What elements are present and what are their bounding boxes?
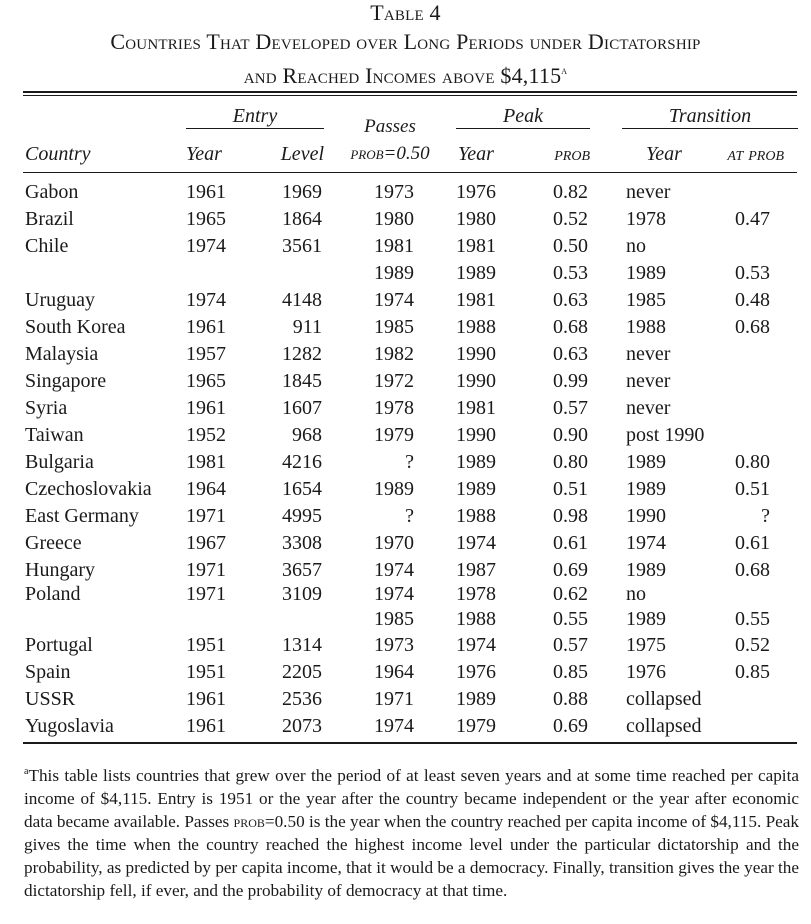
cell-peak-prob: 0.50 (553, 235, 588, 257)
table-row (0, 713, 811, 740)
cell-transition-prob: 0.53 (735, 262, 770, 284)
cell-peak-year: 1987 (456, 559, 496, 581)
cell-entry-year: 1981 (186, 451, 226, 473)
cell-passes: 1979 (374, 424, 414, 446)
cell-entry-year: 1961 (186, 715, 226, 737)
cell-entry-level: 1969 (282, 181, 322, 203)
cell-entry-level: 2073 (282, 715, 322, 737)
cell-passes: 1981 (374, 235, 414, 257)
cell-passes: 1973 (374, 181, 414, 203)
cell-transition-prob: 0.55 (735, 608, 770, 630)
top-rule-thin (23, 95, 797, 96)
cell-passes: 1978 (374, 397, 414, 419)
cell-passes: ? (405, 451, 414, 473)
cell-peak-year: 1981 (456, 289, 496, 311)
cell-entry-year: 1971 (186, 505, 226, 527)
cell-peak-year: 1988 (456, 608, 496, 630)
cell-transition-prob: 0.52 (735, 634, 770, 656)
cell-transition-year: collapsed (626, 688, 702, 710)
cell-entry-level: 1845 (282, 370, 322, 392)
cell-transition-year: collapsed (626, 715, 702, 737)
cell-transition-year: 1978 (626, 208, 666, 230)
title-footnote-mark: a (561, 65, 568, 77)
cell-peak-year: 1990 (456, 343, 496, 365)
table-row (0, 530, 811, 557)
cell-peak-prob: 0.90 (553, 424, 588, 446)
cell-passes: 1970 (374, 532, 414, 554)
cell-passes: 1974 (374, 583, 414, 605)
cell-peak-prob: 0.63 (553, 343, 588, 365)
cell-country: Hungary (25, 559, 95, 581)
cell-entry-level: 911 (292, 316, 322, 338)
cell-passes: ? (405, 505, 414, 527)
footnote-prob-term: prob (233, 812, 265, 831)
cell-transition-prob: 0.48 (735, 289, 770, 311)
cell-entry-level: 1864 (282, 208, 322, 230)
cell-peak-prob: 0.55 (553, 608, 588, 630)
cell-passes: 1982 (374, 343, 414, 365)
cell-country: Bulgaria (25, 451, 94, 473)
cell-country: Portugal (25, 634, 93, 656)
cell-peak-year: 1989 (456, 262, 496, 284)
cell-peak-prob: 0.52 (553, 208, 588, 230)
cell-entry-year: 1964 (186, 478, 226, 500)
cell-entry-level: 1654 (282, 478, 322, 500)
footnote-text-part1: This table lists countries that grew over the period of at least seven years and at some time reached per capita income of $4,115. Entry is 1951 or the year after the country became independent or the year after economic data became available. Passes (24, 766, 799, 831)
cell-transition-year: never (626, 181, 671, 203)
header-passes-line2: prob=0.50 (350, 143, 430, 164)
table-row (0, 233, 811, 260)
cell-transition-year: 1985 (626, 289, 666, 311)
cell-passes: 1989 (374, 478, 414, 500)
cell-country: USSR (25, 688, 76, 710)
transition-group-underline (622, 128, 798, 129)
table-row (0, 632, 811, 659)
cell-entry-year: 1961 (186, 181, 226, 203)
cell-transition-year: post 1990 (626, 424, 705, 446)
cell-country: Yugoslavia (25, 715, 114, 737)
cell-peak-prob: 0.57 (553, 634, 588, 656)
cell-country: Singapore (25, 370, 107, 392)
cell-transition-year: 1974 (626, 532, 666, 554)
cell-entry-year: 1965 (186, 370, 226, 392)
cell-country: Greece (25, 532, 82, 554)
cell-peak-prob: 0.88 (553, 688, 588, 710)
entry-group-underline (186, 128, 324, 129)
table-row (0, 368, 811, 395)
cell-transition-year: 1990 (626, 505, 666, 527)
table-row (0, 206, 811, 233)
cell-peak-year: 1989 (456, 451, 496, 473)
table-title-line2-text: and Reached Incomes above $4,115 (243, 63, 562, 88)
header-entry-year: Year (186, 143, 222, 165)
table-row (0, 287, 811, 314)
header-transition-group: Transition (668, 105, 752, 127)
cell-peak-year: 1988 (456, 505, 496, 527)
cell-entry-level: 3657 (282, 559, 322, 581)
header-passes-line1: Passes (364, 116, 416, 137)
cell-transition-prob: 0.61 (735, 532, 770, 554)
footnote-mark: a (24, 766, 29, 777)
cell-peak-prob: 0.69 (553, 559, 588, 581)
cell-entry-year: 1951 (186, 661, 226, 683)
cell-passes: 1974 (374, 289, 414, 311)
header-rule (23, 172, 797, 173)
cell-peak-year: 1976 (456, 661, 496, 683)
cell-entry-level: 1282 (282, 343, 322, 365)
cell-entry-level: 1314 (282, 634, 322, 656)
cell-peak-year: 1980 (456, 208, 496, 230)
cell-passes: 1980 (374, 208, 414, 230)
cell-peak-year: 1974 (456, 634, 496, 656)
cell-peak-year: 1978 (456, 583, 496, 605)
cell-peak-year: 1976 (456, 181, 496, 203)
cell-country: Chile (25, 235, 69, 257)
cell-peak-prob: 0.82 (553, 181, 588, 203)
cell-country: South Korea (25, 316, 126, 338)
cell-transition-prob: 0.47 (735, 208, 770, 230)
cell-peak-year: 1990 (456, 424, 496, 446)
cell-transition-year: no (626, 583, 646, 605)
cell-peak-year: 1989 (456, 688, 496, 710)
cell-passes: 1972 (374, 370, 414, 392)
cell-transition-prob: 0.68 (735, 559, 770, 581)
cell-peak-prob: 0.53 (553, 262, 588, 284)
cell-transition-year: 1989 (626, 559, 666, 581)
cell-transition-year: 1989 (626, 262, 666, 284)
cell-country: Czechoslovakia (25, 478, 152, 500)
cell-passes: 1971 (374, 688, 414, 710)
cell-peak-year: 1979 (456, 715, 496, 737)
bottom-rule (23, 742, 797, 744)
cell-entry-level: 3561 (282, 235, 322, 257)
table-row (0, 314, 811, 341)
cell-peak-year: 1988 (456, 316, 496, 338)
table-row (0, 476, 811, 503)
cell-entry-level: 1607 (282, 397, 322, 419)
cell-peak-prob: 0.80 (553, 451, 588, 473)
cell-peak-prob: 0.68 (553, 316, 588, 338)
cell-entry-level: 4216 (282, 451, 322, 473)
header-country: Country (25, 143, 91, 165)
cell-entry-year: 1971 (186, 583, 226, 605)
cell-country: Malaysia (25, 343, 99, 365)
cell-transition-year: never (626, 343, 671, 365)
header-peak-prob: prob (554, 143, 590, 165)
cell-entry-level: 2205 (282, 661, 322, 683)
cell-transition-year: never (626, 397, 671, 419)
header-entry-group: Entry (232, 105, 278, 127)
cell-peak-prob: 0.98 (553, 505, 588, 527)
table-row (0, 686, 811, 713)
header-transition-prob: at prob (727, 143, 784, 165)
cell-passes: 1989 (374, 262, 414, 284)
cell-transition-year: 1988 (626, 316, 666, 338)
cell-entry-level: 968 (292, 424, 322, 446)
table-title-line1: Countries That Developed over Long Periods under Dictatorship (110, 29, 701, 54)
cell-transition-year: 1976 (626, 661, 666, 683)
table-row (0, 449, 811, 476)
header-peak-group: Peak (503, 105, 543, 127)
cell-entry-year: 1961 (186, 688, 226, 710)
cell-passes: 1974 (374, 559, 414, 581)
cell-entry-year: 1952 (186, 424, 226, 446)
cell-entry-level: 3308 (282, 532, 322, 554)
cell-country: Spain (25, 661, 71, 683)
header-entry-level: Level (280, 143, 324, 165)
cell-peak-prob: 0.51 (553, 478, 588, 500)
cell-peak-prob: 0.63 (553, 289, 588, 311)
cell-entry-year: 1957 (186, 343, 226, 365)
cell-entry-year: 1961 (186, 397, 226, 419)
table-row (0, 179, 811, 206)
cell-entry-year: 1967 (186, 532, 226, 554)
cell-country: Brazil (25, 208, 74, 230)
cell-country: Poland (25, 583, 81, 605)
cell-entry-year: 1951 (186, 634, 226, 656)
cell-peak-prob: 0.61 (553, 532, 588, 554)
cell-passes: 1974 (374, 715, 414, 737)
cell-peak-year: 1981 (456, 397, 496, 419)
cell-entry-level: 3109 (282, 583, 322, 605)
cell-country: Gabon (25, 181, 79, 203)
cell-entry-year: 1971 (186, 559, 226, 581)
cell-transition-year: 1989 (626, 451, 666, 473)
table-row (0, 606, 811, 633)
cell-entry-year: 1961 (186, 316, 226, 338)
table-row (0, 557, 811, 584)
top-rule-thick (23, 91, 797, 93)
table-label: Table 4 (370, 0, 441, 25)
table-row (0, 581, 811, 608)
cell-peak-prob: 0.99 (553, 370, 588, 392)
cell-entry-level: 4148 (282, 289, 322, 311)
header-transition-year: Year (646, 143, 682, 165)
cell-passes: 1985 (374, 316, 414, 338)
cell-transition-year: 1989 (626, 608, 666, 630)
table-row (0, 422, 811, 449)
cell-peak-year: 1981 (456, 235, 496, 257)
cell-transition-year: 1989 (626, 478, 666, 500)
cell-transition-prob: 0.51 (735, 478, 770, 500)
cell-transition-prob: 0.80 (735, 451, 770, 473)
cell-passes: 1964 (374, 661, 414, 683)
cell-transition-prob: 0.68 (735, 316, 770, 338)
cell-peak-prob: 0.85 (553, 661, 588, 683)
cell-peak-year: 1990 (456, 370, 496, 392)
cell-transition-year: 1975 (626, 634, 666, 656)
table-footnote (24, 760, 799, 902)
cell-entry-year: 1974 (186, 235, 226, 257)
cell-country: East Germany (25, 505, 139, 527)
cell-peak-prob: 0.69 (553, 715, 588, 737)
table-row (0, 503, 811, 530)
cell-peak-year: 1989 (456, 478, 496, 500)
cell-transition-year: never (626, 370, 671, 392)
cell-transition-year: no (626, 235, 646, 257)
peak-group-underline (456, 128, 590, 129)
table-row (0, 260, 811, 287)
table-row (0, 341, 811, 368)
cell-entry-year: 1965 (186, 208, 226, 230)
cell-entry-level: 4995 (282, 505, 322, 527)
cell-transition-prob: ? (761, 505, 770, 527)
header-peak-year: Year (458, 143, 494, 165)
cell-country: Syria (25, 397, 68, 419)
cell-country: Uruguay (25, 289, 95, 311)
cell-entry-year: 1974 (186, 289, 226, 311)
table-row (0, 659, 811, 686)
cell-passes: 1985 (374, 608, 414, 630)
cell-peak-prob: 0.62 (553, 583, 588, 605)
table-row (0, 395, 811, 422)
cell-transition-prob: 0.85 (735, 661, 770, 683)
footnote-text-part2: =0.50 is the year when the country reached per capita income of $4,115. Peak gives the time when the country reached the highest income level under the particular dictatorship and the probability, as predicted by per capita income, that it would be a democracy. Finally, transition gives the year the dictatorship fell, if ever, and the probability of democracy at that time. (24, 812, 799, 900)
table-title-line2 (0, 58, 811, 89)
cell-passes: 1973 (374, 634, 414, 656)
cell-peak-prob: 0.57 (553, 397, 588, 419)
cell-peak-year: 1974 (456, 532, 496, 554)
cell-entry-level: 2536 (282, 688, 322, 710)
cell-country: Taiwan (25, 424, 84, 446)
